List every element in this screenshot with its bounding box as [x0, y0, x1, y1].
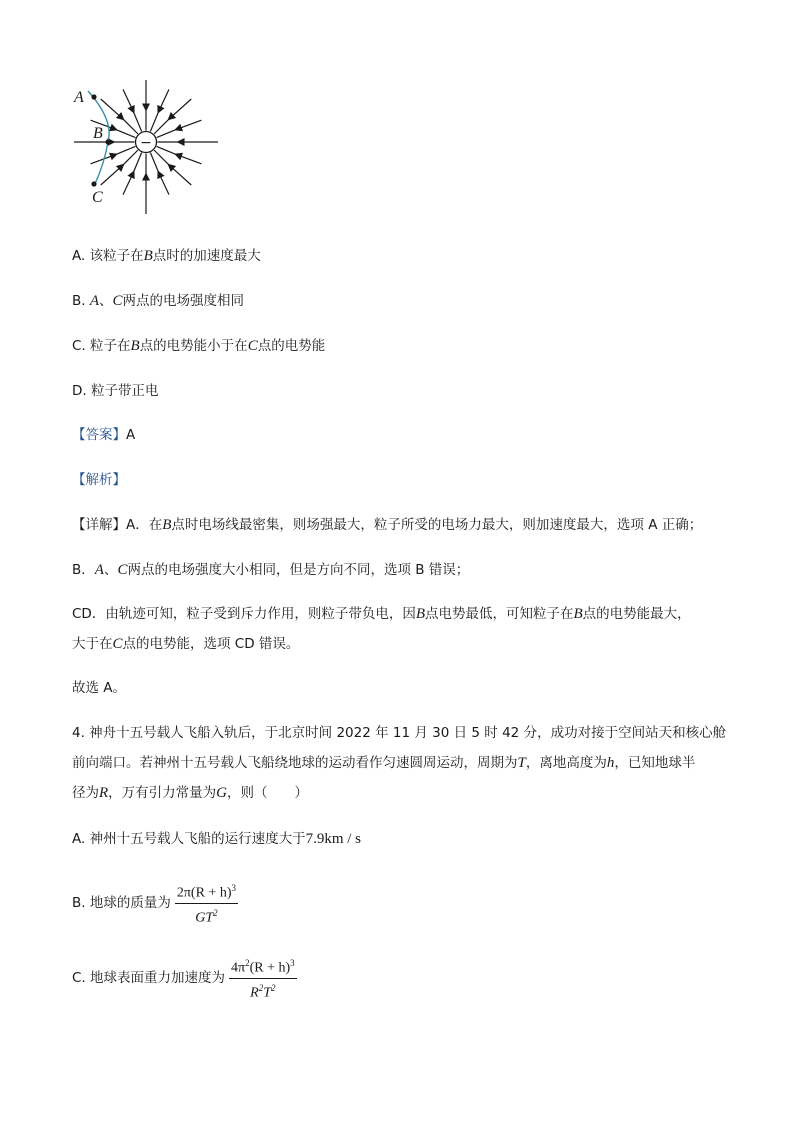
text: C. 粒子在 [72, 338, 131, 354]
den-text: T [263, 985, 272, 1001]
charge-sign: − [140, 135, 152, 151]
detail-tag: 【详解】 [72, 517, 126, 533]
text: ，已知地球半 [614, 755, 696, 771]
field-line-inner [150, 112, 158, 131]
text: 点的电势能最大， [582, 606, 691, 622]
text: ，万有引力常量为 [108, 785, 217, 801]
den-exp: 2 [213, 907, 218, 918]
q3-option-c [72, 336, 325, 356]
answer [72, 425, 135, 445]
var: B [415, 606, 425, 622]
field-line-inner [134, 112, 142, 131]
q4-stem-line1: 4. 神舟十五号载人飞船入轨后，于北京时间 2022 年 11 月 30 日 5 时 42 分，成功对接于空间站天和核心舱 [72, 725, 727, 741]
field-line-inner [154, 119, 169, 134]
point-a-label: A [74, 89, 84, 106]
text: 点时电场线最密集，则场强最大，粒子所受的电场力最大，则加速度最大，选项 A 正确； [171, 517, 703, 533]
text: 点电势最低，可知粒子在 [425, 606, 574, 622]
q4-stem-line3 [72, 783, 308, 803]
text: A. 该粒子在 [72, 248, 144, 264]
num-exp: 2 [245, 958, 250, 968]
text: 点的电势能，选项 CD 错误。 [122, 636, 300, 652]
conclusion: 故选 A。 [72, 680, 127, 696]
field-line [169, 99, 191, 119]
text: 径为 [72, 785, 99, 801]
field-lines-svg [66, 80, 226, 222]
field-line [158, 89, 169, 112]
var: A [94, 562, 104, 578]
analysis-tag-text: 【解析】 [72, 472, 126, 488]
var: G [216, 785, 228, 801]
point-c-label: C [92, 189, 103, 206]
text: 点时的加速度最大 [152, 248, 261, 264]
numerator [229, 955, 297, 979]
text: 两点的电场强度相同 [122, 293, 245, 309]
text: CD．由轨迹可知，粒子受到斥力作用，则粒子带负电，因 [72, 606, 416, 622]
analysis-tag [72, 470, 126, 490]
den-text: R [250, 985, 259, 1001]
q3-option-a [72, 246, 261, 266]
var: B [573, 606, 583, 622]
text: B. [72, 293, 86, 309]
field-line-inner [123, 119, 138, 134]
field-line-inner [157, 130, 176, 138]
field-line-inner [116, 130, 135, 138]
field-line [101, 99, 123, 119]
field-line [123, 89, 134, 112]
var: B [162, 517, 172, 533]
text: A．在 [126, 517, 163, 533]
den-exp: 2 [271, 982, 276, 993]
speed-value: 7.9km / s [305, 831, 362, 847]
var: R [99, 785, 109, 801]
var: B [143, 248, 153, 264]
num-exp: 3 [290, 958, 295, 968]
field-line [123, 172, 134, 195]
answer-tag: 【答案】 [72, 427, 126, 443]
num-text: 4π [231, 960, 246, 976]
var: B [130, 338, 140, 354]
q4-option-b [72, 880, 238, 926]
field-line-inner [154, 150, 169, 165]
point-c-dot [91, 181, 96, 186]
mass-fraction [175, 880, 238, 926]
field-line [176, 120, 201, 129]
q4-option-a [72, 829, 361, 849]
den-exp: 2 [258, 982, 264, 993]
field-line-inner [116, 146, 135, 154]
field-line [176, 154, 201, 163]
detail-b [72, 560, 469, 580]
text: A. 神州十五号载人飞船的运行速度大于 [72, 831, 306, 847]
point-b-dot [105, 139, 110, 144]
point-b-label: B [93, 125, 103, 142]
var: T [517, 755, 526, 771]
field-line [101, 165, 123, 185]
text: B. 地球的质量为 [72, 895, 171, 912]
num-exp: 3 [231, 883, 236, 893]
detail-cd-line2 [72, 634, 299, 654]
den-text: GT [195, 910, 214, 926]
text: B． [72, 562, 95, 578]
var: h [606, 755, 615, 771]
field-line [158, 172, 169, 195]
denominator [195, 904, 217, 927]
text: 、 [99, 293, 113, 309]
text: ，则（ ） [227, 785, 309, 801]
detail-a [72, 515, 702, 535]
field-line-inner [150, 153, 158, 172]
var: C [117, 562, 128, 578]
text: 前向端口。若神州十五号载人飞船绕地球的运动看作匀速圆周运动，周期为 [72, 755, 518, 771]
text: 点的电势能 [257, 338, 326, 354]
q3-option-d: D. 粒子带正电 [72, 383, 159, 399]
numerator [175, 880, 238, 904]
gravity-fraction [229, 955, 297, 1001]
var: C [247, 338, 258, 354]
detail-cd-line1 [72, 604, 691, 624]
q4-option-c [72, 955, 297, 1001]
text: C. 地球表面重力加速度为 [72, 970, 226, 987]
point-a-dot [91, 94, 96, 99]
num-text: (R + h) [249, 960, 291, 976]
text: 两点的电场强度大小相同，但是方向不同，选项 B 错误； [127, 562, 470, 578]
field-line-inner [157, 146, 176, 154]
var: C [112, 293, 123, 309]
field-line [169, 165, 191, 185]
text: 点的电势能小于在 [139, 338, 248, 354]
q3-option-b [72, 291, 244, 311]
denominator [250, 979, 275, 1002]
text: ，离地高度为 [525, 755, 607, 771]
num-text: 2π(R + h) [176, 885, 232, 901]
field-line-inner [123, 150, 138, 165]
var: C [112, 636, 123, 652]
field-line-inner [134, 153, 142, 172]
answer-value: A [126, 427, 136, 443]
text: 大于在 [72, 636, 113, 652]
field-diagram [66, 80, 226, 226]
text: 、 [103, 562, 118, 578]
q4-stem-line2 [72, 753, 695, 773]
var: A [89, 293, 100, 309]
